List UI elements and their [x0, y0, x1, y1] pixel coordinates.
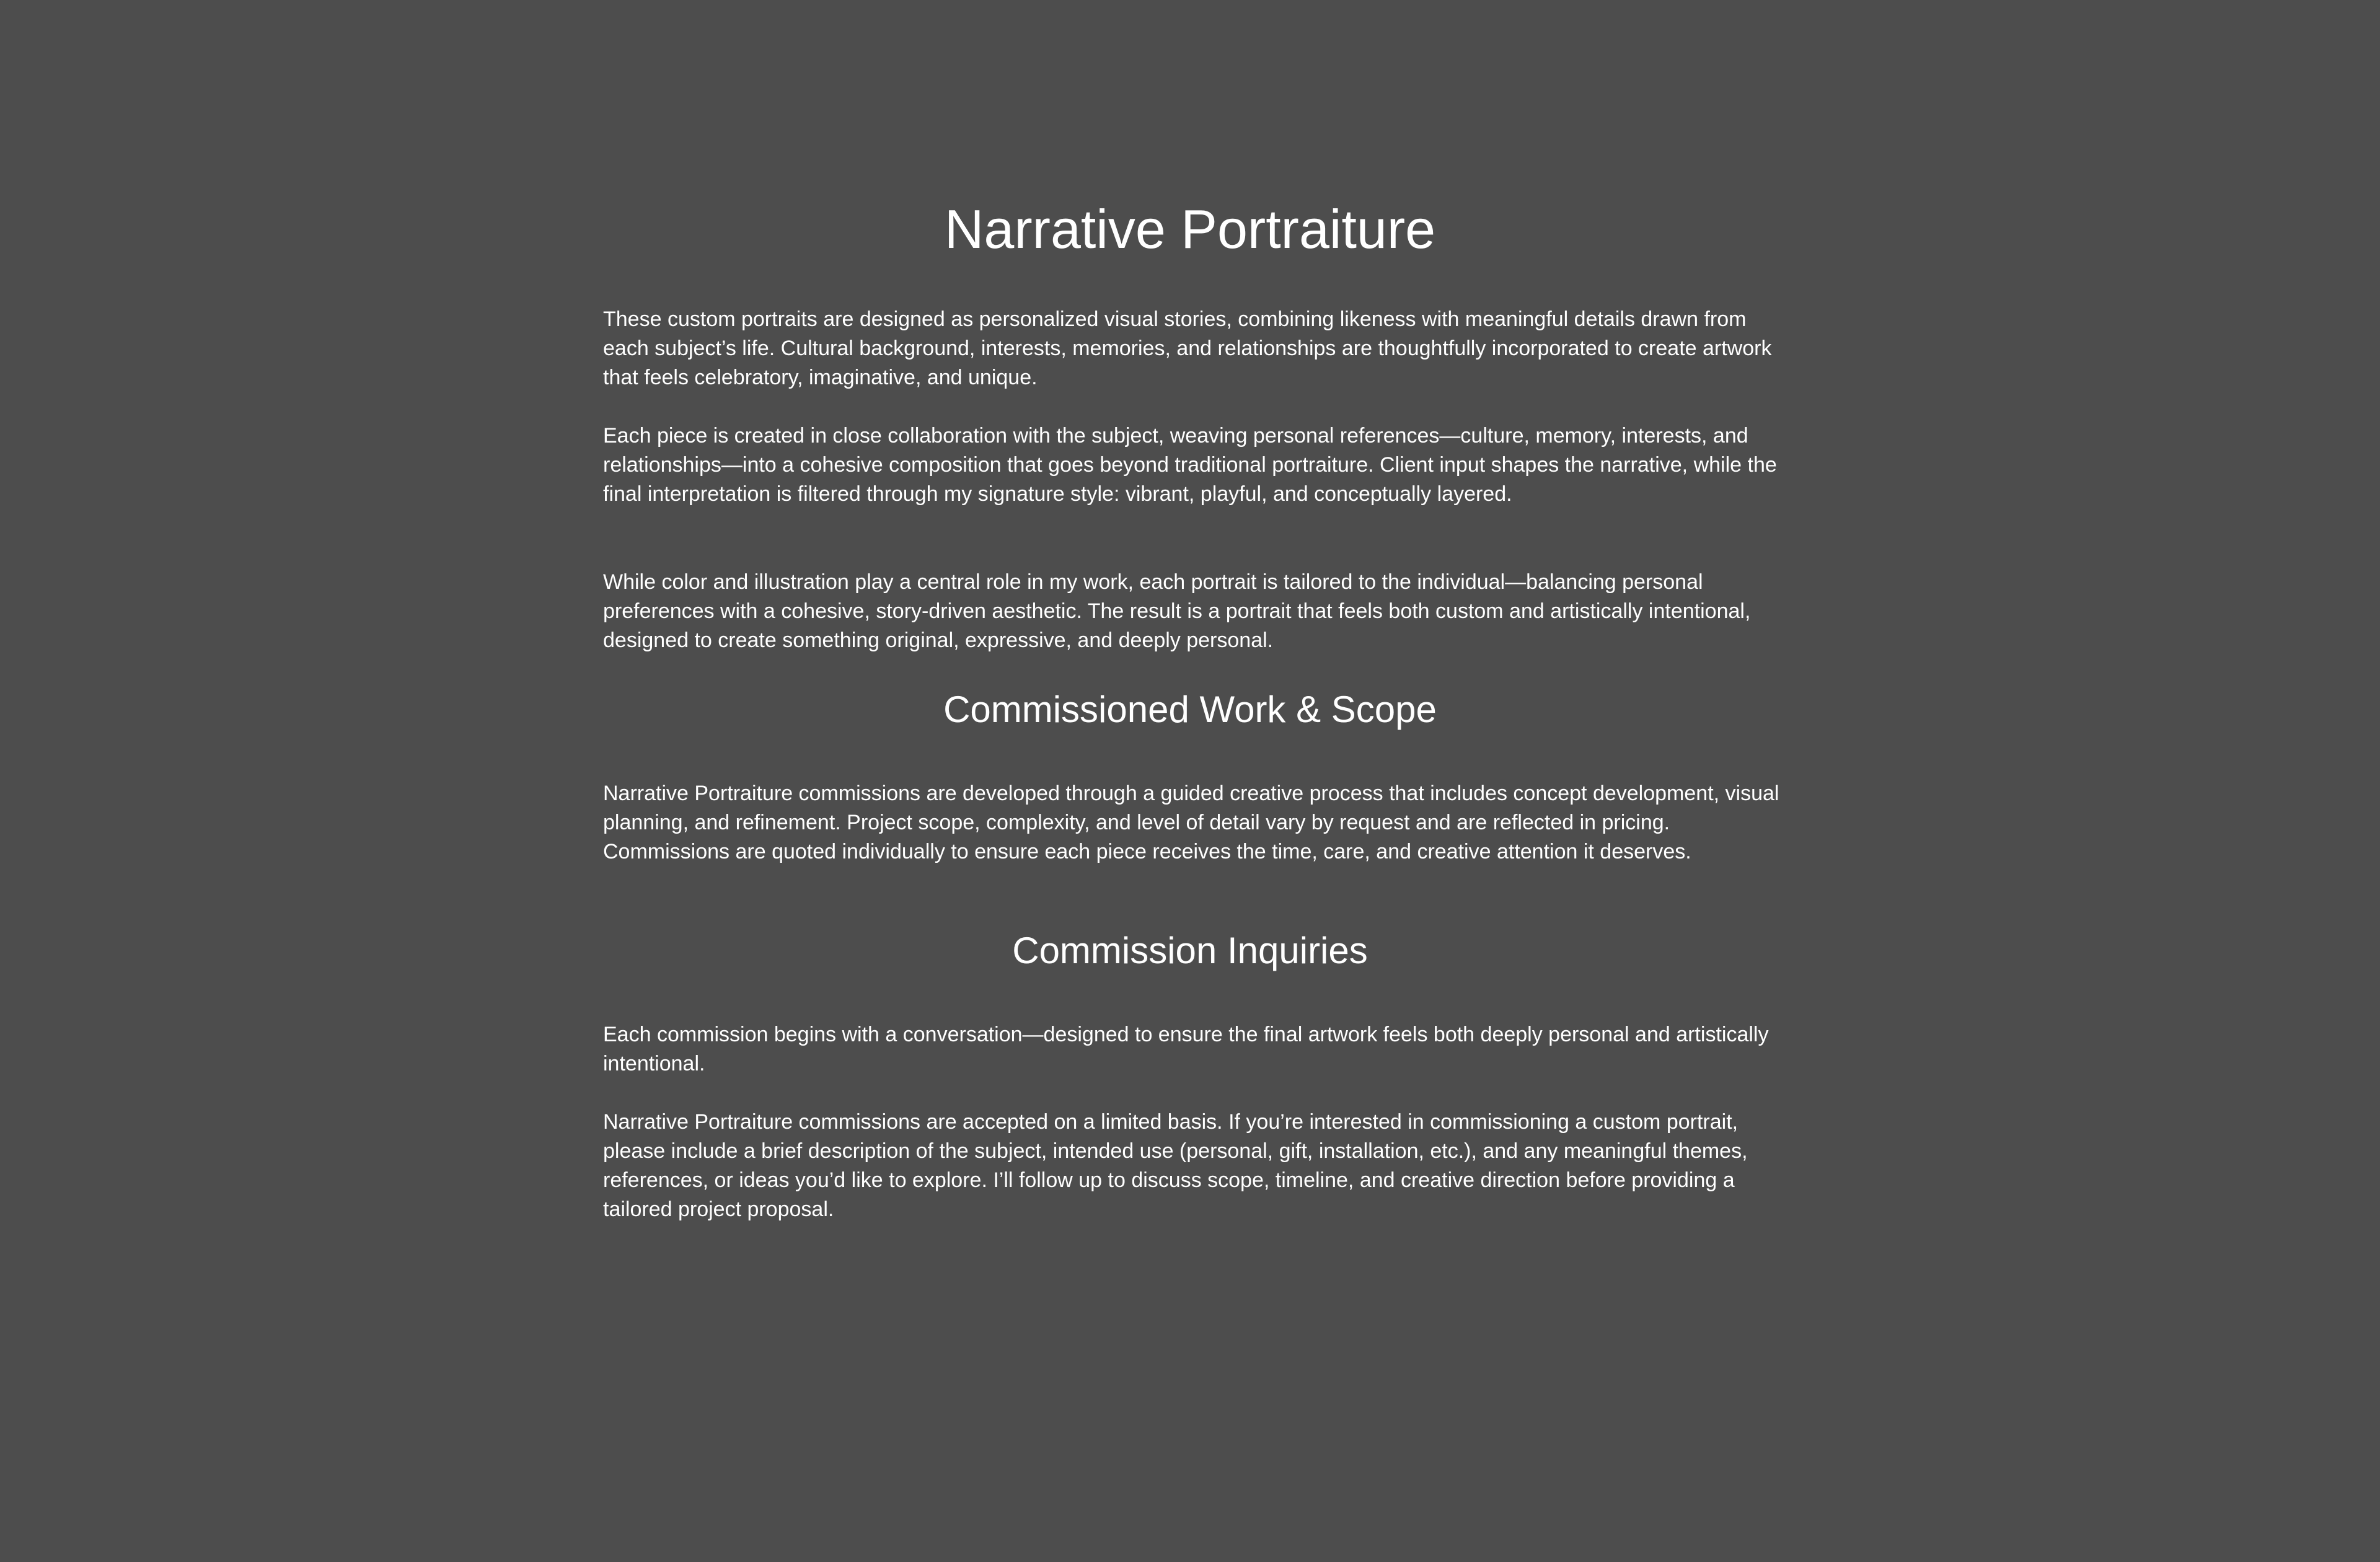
intro-paragraph-3: While color and illustration play a central role in my work, each portrait is tailored to the individual—balancing personal preferences with a cohesive, story-driven aesthetic. The result is a portrait that feels both custom and artistically intentional, designed to create something original, expressive, and deeply personal. — [603, 570, 1751, 652]
page-title: Narrative Portraiture — [944, 198, 1436, 260]
intro-paragraph-2: Each piece is created in close collaboration with the subject, weaving personal references—culture, memory, interests, and relationships—into a cohesive composition that goes beyond traditional portraiture. Client input shapes the narrative, while the final interpretation is filtered through my signature style: vibrant, playful, and conceptually layered. — [603, 424, 1777, 506]
inquiries-paragraph-1: Each commission begins with a conversation—designed to ensure the final artwork feels both deeply personal and artistically intentional. — [603, 1023, 1769, 1075]
inquiries-paragraph-2: Narrative Portraiture commissions are accepted on a limited basis. If you’re interested in commissioning a custom portrait, please include a brief description of the subject, intended use (personal, gift, installation, etc.), and any meaningful themes, references, or ideas you’d like to explore. I’ll follow up to discuss scope, timeline, and creative direction before providing a tailored project proposal. — [603, 1110, 1748, 1221]
inquiries-heading: Commission Inquiries — [1012, 930, 1368, 971]
scope-paragraph: Narrative Portraiture commissions are developed through a guided creative process that includes concept development, visual planning, and refinement. Project scope, complexity, and level of detail vary by request and are reflected in pricing. Commissions are quoted individually to ensure each piece receives the time, care, and creative attention it deserves. — [603, 782, 1779, 863]
intro-paragraph-1: These custom portraits are designed as personalized visual stories, combining likeness with meaningful details drawn from each subject’s life. Cultural background, interests, memories, and relationships are thoughtfully incorporated to create artwork that feels celebratory, imaginative, and unique. — [603, 307, 1772, 389]
scope-heading: Commissioned Work & Scope — [943, 689, 1437, 730]
